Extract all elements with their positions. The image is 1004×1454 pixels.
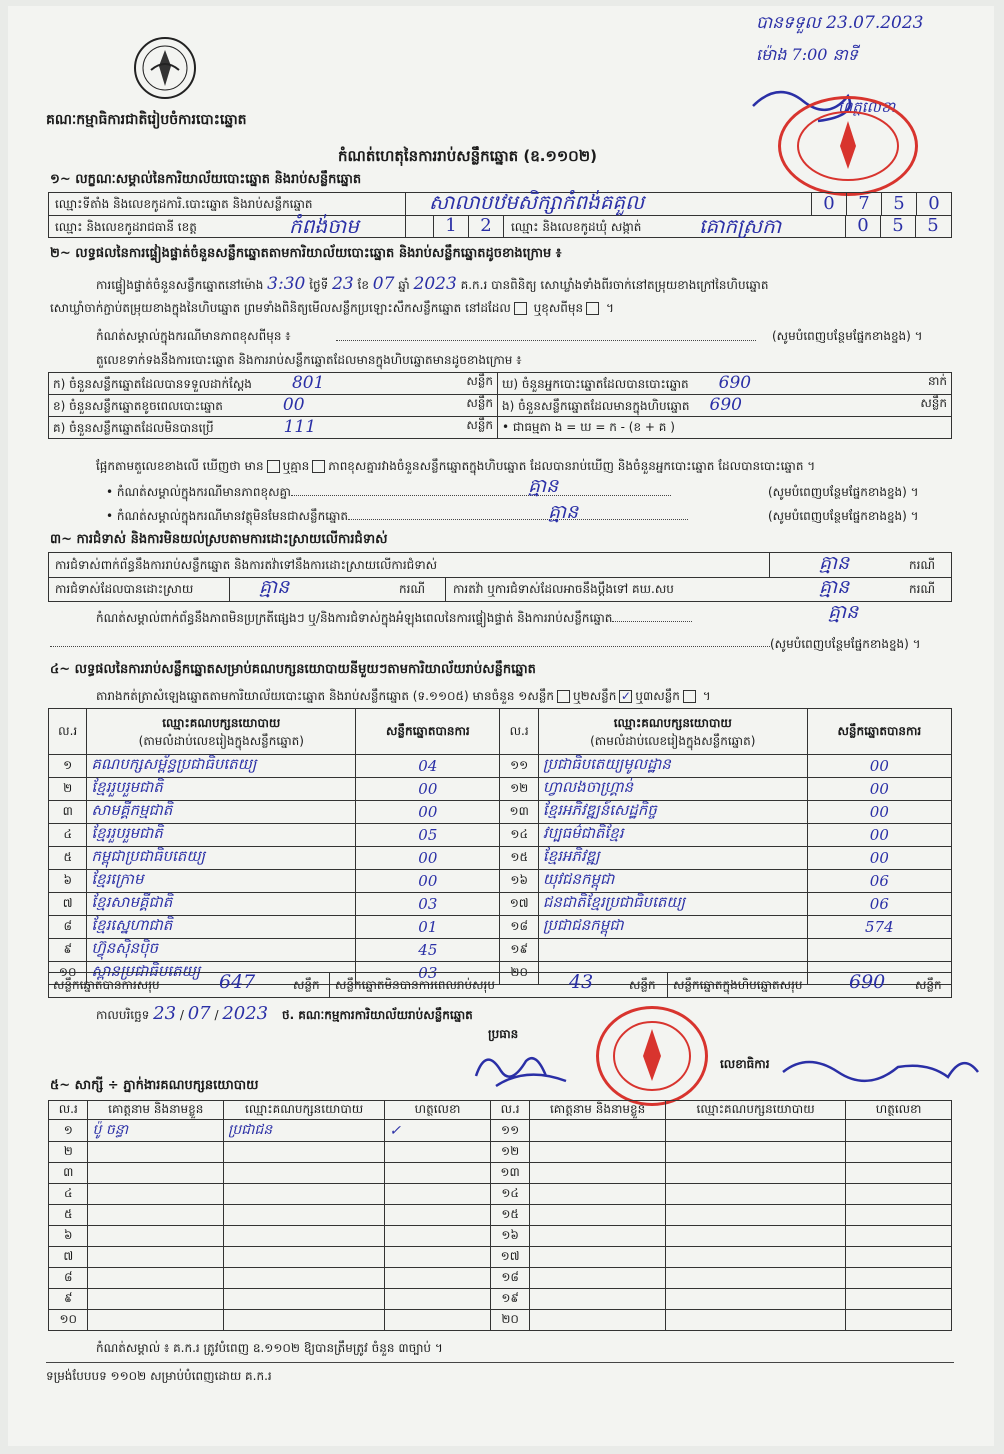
party-votes: 00 [356,847,500,870]
objection-row1-label: ការជំទាស់ពាក់ព័ន្ធនឹងការរាប់សន្លឹកឆ្នោត និងការតវ៉ាទៅនឹងការដោះស្រាយលើការជំទាស់ [55,558,438,572]
party-votes: 00 [807,801,951,824]
verify-month: 07 [372,274,395,294]
bullet-objects: • កំណត់សម្គាល់ក្នុងករណីមានវត្ថុមិនមែនជាសន្លឹកឆ្នោត [106,508,688,524]
witness-name [530,1184,666,1205]
same-checkbox[interactable] [514,302,527,315]
witness-no: ៥ [49,1205,88,1226]
party-name: ខ្មែរសាមគ្គីជាតិ [87,893,356,916]
total-valid-value: 647 [219,971,256,993]
witness-party [224,1142,385,1163]
commune-value: គោកស្រកា [699,214,782,238]
witness-name [88,1268,224,1289]
witness-no: ២០ [490,1310,529,1331]
party-no: ១៩ [500,939,538,962]
section1-title: ១~ លក្ខណៈសម្គាល់នៃការិយាល័យបោះឆ្នោត និងរាប់សន្លឹកឆ្នោត [50,172,362,187]
witness-row [49,1205,952,1226]
witness-no: ៧ [49,1247,88,1268]
witness-signature [846,1289,952,1310]
party-no: ៧ [49,893,87,916]
party-no: ៣ [49,801,87,824]
witness-name [530,1247,666,1268]
witness-table: ល.រ គោត្តនាម និងនាមខ្លួន ឈ្មោះគណបក្សនយោបាយ ហត្ថលេខា ល.រ គោត្តនាម និងនាមខ្លួន ឈ្មោះគណបក្សនយោបាយ ហត្ថលេខា ១ ប៉ូ ចន្ធា ប្រជាជន ✓ ១១ ២ ១២ ៣ ១៣ ៤ ១៤ ៥ ១៥ ៦ ១៦ ៧ ១៧ ៨ ១៨ ៩ ១៩ ១០ ២០ [48,1100,952,1331]
resolved-unit: ករណី [399,582,426,596]
witness-row [49,1163,952,1184]
party-votes: 00 [356,870,500,893]
witness-name [530,1142,666,1163]
witness-party [665,1120,845,1142]
party-name: យុវជនកម្ពុជា [538,870,807,893]
party-votes: 00 [356,801,500,824]
ballot-count-record-form [8,6,994,1446]
party-name: ហ្វាលងចាហ្គ្រាន់ [538,778,807,801]
appeal-unit: ករណី [909,582,936,596]
witness-party [665,1142,845,1163]
witness-no: ១៦ [490,1226,529,1247]
party-row [49,755,952,778]
party-votes: 03 [356,893,500,916]
total-valid-label: សន្លឹកឆ្នោតបានការសរុប [53,978,160,992]
witness-no: ១៥ [490,1205,529,1226]
section3-title: ៣~ ការជំទាស់ និងការមិនយល់ស្របតាមការដោះស្រាយលើការជំទាស់ [50,532,388,547]
witness-no: ១៧ [490,1247,529,1268]
bullet-objects-value: គ្មាន [548,501,579,523]
witness-party [665,1184,845,1205]
section1-table [48,192,952,238]
official-stamp-top [778,96,918,196]
ballots-in-box-value: 690 [709,395,742,415]
witness-name [88,1163,224,1184]
party-no: ១ [49,755,87,778]
fill-hint-1: (សូមបំពេញបន្ថែមផ្នែកខាងខ្នង) ។ [768,485,919,499]
verify-year: 2023 [413,274,457,294]
party-name: ប្រជាជនកម្ពុជា [538,916,807,939]
party-name: ខ្មែររួបរួមជាតិ [87,824,356,847]
form-title: កំណត់ហេតុនៃការរាប់សន្លឹកឆ្នោត (ឧ.១១០២) [338,147,598,165]
party-no: ១១ [500,755,538,778]
witness-party [224,1226,385,1247]
date-day: 23 [153,1003,177,1024]
party-name: វប្បធម៌ជាតិខ្មែរ [538,824,807,847]
witness-party: ប្រជាជន [224,1120,385,1142]
witness-row [49,1120,952,1142]
witness-no: ៦ [49,1226,88,1247]
party-no: ៨ [49,916,87,939]
witness-party [665,1226,845,1247]
party-name: ប្រជាធិបតេយ្យមូលដ្ឋាន [538,755,807,778]
party-votes: 05 [356,824,500,847]
party-votes: 00 [807,824,951,847]
party-votes: 06 [807,870,951,893]
party-row [49,870,952,893]
witness-party [224,1268,385,1289]
party-votes: 03 [356,962,500,985]
witness-row [49,1226,952,1247]
received-date-note: បានទទួល 23.07.2023 [756,13,924,33]
witness-party [224,1163,385,1184]
objections-table [48,552,952,602]
appeal-value: គ្មាន [819,576,850,598]
witness-name [88,1310,224,1331]
witness-party [224,1310,385,1331]
one-sheet-checkbox[interactable] [557,690,570,703]
witness-no: ២ [49,1142,88,1163]
party-no: ២ [49,778,87,801]
bullet-difference-value: គ្មាន [528,475,559,497]
total-invalid-label: សន្លឹកឆ្នោតមិនបានការពេលរាប់សរុប [335,978,495,992]
received-time-note: ម៉ោង 7:00 នាទី [756,45,858,64]
party-no: ១៨ [500,916,538,939]
total-valid-unit: សន្លឹក [293,978,320,992]
section4-title: ៤~ លទ្ធផលនៃការរាប់សន្លឹកឆ្នោតសម្រាប់គណបក្សនយោបាយនីមួយៗតាមការិយាល័យរាប់សន្លឹកឆ្នោត [50,662,536,677]
witness-no: ១២ [490,1142,529,1163]
witness-no: ១៩ [490,1289,529,1310]
party-no: ៤ [49,824,87,847]
witness-party [665,1268,845,1289]
total-box-unit: សន្លឹក [915,978,942,992]
witness-no: ១៨ [490,1268,529,1289]
witness-name [88,1226,224,1247]
witness-signature [385,1310,491,1331]
appeal-label: ការតវ៉ា ឬការជំទាស់ដែលអាចនឹងប្តឹងទៅ គឃ.សប [453,582,674,596]
witness-party [224,1205,385,1226]
fill-hint-2: (សូមបំពេញបន្ថែមផ្នែកខាងខ្នង) ។ [768,509,919,523]
secretary-signature [778,1042,988,1092]
party-name: ខ្មែរស្នេហាជាតិ [87,916,356,939]
witness-no: ៤ [49,1184,88,1205]
party-no: ១៣ [500,801,538,824]
witness-name [530,1226,666,1247]
no-difference-checkbox[interactable] [312,460,325,473]
party-name: ខ្មែរអភិវឌ្ឍន៍សេដ្ឋកិច្ច [538,801,807,824]
witness-party [665,1163,845,1184]
party-votes: 45 [356,939,500,962]
unused-ballots-value: 111 [283,417,317,437]
party-row [49,847,952,870]
witness-signature [846,1268,952,1289]
party-name: សាមគ្គីកម្មជាតិ [87,801,356,824]
date-year: 2023 [222,1003,269,1024]
party-name: ខ្មែររួបរួមជាតិ [87,778,356,801]
witness-name [88,1142,224,1163]
province-value: កំពង់ចាម [289,214,359,238]
section5-title: ៥~ សាក្សី ÷ ភ្នាក់ងារគណបក្សនយោបាយ [50,1078,259,1093]
verify-time: 3:30 [267,274,306,294]
party-no: ១៥ [500,847,538,870]
verify-line1: ការផ្ទៀងផ្ទាត់ចំនួនសន្លឹកឆ្នោតនៅម៉ោង 3:30 ថ្ងៃទី 23 ខែ 07 ឆ្នាំ 2023 គ.ក.រ បានពិនិត្យ សោឃ្លាំងទាំងពីរចាក់នៅតម្រុយខាងក្រៅនៃហិបឆ្នោត [96,274,769,294]
witness-signature [846,1163,952,1184]
witness-no: ៣ [49,1163,88,1184]
witness-no: ១១ [490,1120,529,1142]
figures-intro: តួលេខទាក់ទងនឹងការបោះឆ្នោត និងការរាប់សន្លឹកឆ្នោតដែលមានក្នុងហិបឆ្នោតមានដូចខាងក្រោម ៖ [96,353,522,367]
witness-name [530,1205,666,1226]
party-name: ខ្មែរអភិវឌ្ឍ [538,847,807,870]
party-votes: 04 [356,755,500,778]
date-line: កាលបរិច្ឆេទ 23 / 07 / 2023 ថ. គណៈកម្មការការិយាល័យរាប់សន្លឹកឆ្នោត [96,1003,473,1024]
section2-title: ២~ លទ្ធផលនៃការផ្ទៀងផ្ទាត់ចំនួនសន្លឹកឆ្នោតតាមការិយាល័យបោះឆ្នោត និងរាប់សន្លឹកឆ្នោតដូចខាងក្រោម ៖ [50,246,562,261]
witness-name [530,1310,666,1331]
witness-signature [846,1120,952,1142]
party-no: ១៧ [500,893,538,916]
verify-line2: សោឃ្លាំចាក់ភ្ជាប់តម្រុយខាងក្នុងនៃហិបឆ្នោត ព្រមទាំងពិនិត្យមើលសន្លឹកប្រឡោះសឹកសន្លឹកឆ្នោត នៅដដែល ឬខុសពីមុន ។ [50,301,614,315]
witness-signature [846,1142,952,1163]
witness-no: ៨ [49,1268,88,1289]
received-signed-note: ហត្ថលេខា [838,98,896,116]
party-name [538,939,807,962]
witness-row [49,1247,952,1268]
party-no: ៦ [49,870,87,893]
witness-row [49,1184,952,1205]
party-name: ជនជាតិខ្មែរប្រជាធិបតេយ្យ [538,893,807,916]
resolved-value: គ្មាន [259,576,290,598]
polling-station-value: សាលាបឋមសិក្សាកំពង់គគួល [429,190,645,214]
province-code: 1 2 [433,215,504,237]
commune-label: ឈ្មោះ និងលេខកូដឃុំ សង្កាត់ [511,220,642,234]
objection-row1-unit: ករណី [909,558,936,572]
three-sheets-checkbox[interactable] [683,690,696,703]
witness-row [49,1289,952,1310]
party-name: កម្ពុជាប្រជាធិបតេយ្យ [87,847,356,870]
fill-hint-3: (សូមបំពេញបន្ថែមផ្នែកខាងខ្នង) ។ [770,637,921,651]
party-results-table: ល.រ ឈ្មោះគណបក្សនយោបាយ (តាមលំដាប់លេខរៀងក្នុងសន្លឹកឆ្នោត) សន្លឹកឆ្នោតបានការ ល.រ ឈ្មោះគណបក្សនយោបាយ (តាមលំដាប់លេខរៀងក្នុងសន្លឹកឆ្នោត) សន្លឹកឆ្នោតបានការ ១ គណបក្សសម្ព័ន្ធប្រជាធិបតេយ្យ 04 ១១ ប្រជាធិបតេយ្យមូលដ្ឋាន 00 ២ ខ្មែររួបរួមជាតិ 00 ១២ ហ្វាលងចាហ្គ្រាន់ 00 ៣ សាមគ្គីកម្មជាតិ 00 ១៣ ខ្មែរអភិវឌ្ឍន៍សេដ្ឋកិច្ច 00 ៤ ខ្មែររួបរួមជាតិ 05 ១៤ វប្បធម៌ជាតិខ្មែរ 00 ៥ កម្ពុជាប្រជាធិបតេយ្យ 00 ១៥ ខ្មែរអភិវឌ្ឍ 00 ៦ ខ្មែរក្រោម 00 ១៦ យុវជនកម្ពុជា 06 ៧ ខ្មែរសាមគ្គីជាតិ 03 ១៧ ជនជាតិខ្មែរប្រជាធិបតេយ្យ 06 ៨ ខ្មែរស្នេហាជាតិ 01 ១៨ ប្រជាជនកម្ពុជា 574 ៩ ហ៊្វុនស៊ិនប៉ិច 45 ១៩ ១០ ស្ពានប្រជាធិបតេយ្យ 03 ២០ [48,708,952,985]
party-no: ១២ [500,778,538,801]
secretary-label: លេខាធិការ [720,1057,770,1071]
org-name: គណៈកម្មាធិការជាតិរៀបចំការបោះឆ្នោត [46,112,247,128]
commune-code: 0 5 5 [845,215,950,237]
witness-signature [385,1163,491,1184]
party-row [49,939,952,962]
resolved-label: ការជំទាស់ដែលបានដោះស្រាយ [55,582,194,596]
witness-row [49,1310,952,1331]
received-ballots-value: 801 [291,373,325,393]
party-name: ហ៊្វុនស៊ិនប៉ិច [87,939,356,962]
verify-day: 23 [332,274,354,294]
witness-signature [846,1205,952,1226]
official-stamp-bottom [596,1006,708,1106]
witness-signature [385,1226,491,1247]
witness-signature [846,1226,952,1247]
total-invalid-value: 43 [569,971,594,993]
witness-signature: ✓ [385,1120,491,1142]
spoiled-ballots-value: 00 [282,395,305,415]
total-box-value: 690 [849,971,886,993]
witness-party [224,1289,385,1310]
party-no: ៩ [49,939,87,962]
witness-name [88,1289,224,1310]
witness-name [530,1289,666,1310]
party-row [49,778,952,801]
witness-party [665,1205,845,1226]
form-code: ទម្រង់បែបបទ ១១០២ សម្រាប់បំពេញដោយ គ.ក.រ [46,1369,272,1383]
two-sheets-checkbox[interactable]: ✓ [620,689,631,703]
party-no: ១០ [49,962,87,985]
total-box-label: សន្លឹកឆ្នោតក្នុងហិបឆ្នោតសរុប [673,978,803,992]
has-difference-checkbox[interactable] [267,460,280,473]
party-votes: 01 [356,916,500,939]
party-no: ១៤ [500,824,538,847]
tally-sheet-line: តារាងកត់ត្រាសំឡេងឆ្នោតតាមការិយាល័យបោះឆ្នោត និងរាប់សន្លឹកឆ្នោត (ទ.១១០៥) មានចំនួន ១សន្លឹក ឬ២សន្លឹក ✓ ឬ៣សន្លឹក ។ [96,689,711,703]
party-votes: 06 [807,893,951,916]
party-no: ៥ [49,847,87,870]
witness-row [49,1268,952,1289]
province-label: ឈ្មោះ និងលេខកូដរាជធានី ខេត្ត [55,220,197,234]
party-votes: 574 [807,916,951,939]
witness-signature [385,1247,491,1268]
witness-name [530,1163,666,1184]
party-row [49,801,952,824]
difference-note-line: កំណត់សម្គាល់ក្នុងករណីមានភាពខុសពីមុន ៖ (សូមបំពេញបន្ថែមផ្នែកខាងខ្នង) ។ [96,329,923,343]
witness-name [88,1184,224,1205]
witness-no: ១៤ [490,1184,529,1205]
party-votes: 00 [807,847,951,870]
party-votes [807,939,951,962]
party-no: ២០ [500,962,538,985]
witness-signature [846,1310,952,1331]
bullet-difference: • កំណត់សម្គាល់ក្នុងករណីមានភាពខុសគ្នា [106,484,671,500]
witness-row [49,1142,952,1163]
polling-station-code: 0 7 5 0 [811,193,951,215]
chair-label: ប្រធាន [488,1027,519,1041]
witness-signature [385,1268,491,1289]
witness-name [530,1268,666,1289]
witness-no: ៩ [49,1289,88,1310]
witness-name [530,1120,666,1142]
witness-signature [385,1205,491,1226]
party-name: ខ្មែរក្រោម [87,870,356,893]
witness-party [224,1184,385,1205]
footer-note: កំណត់សម្គាល់ ៖ គ.ក.រ ត្រូវបំពេញ ឧ.១១០២ ឱ្យបានត្រឹមត្រូវ ចំនួន ៣ច្បាប់ ។ [96,1341,443,1355]
witness-name: ប៉ូ ចន្ធា [88,1120,224,1142]
witness-signature [385,1142,491,1163]
party-name: ស្ពានប្រជាធិបតេយ្យ [87,962,356,985]
witness-signature [846,1247,952,1268]
total-invalid-unit: សន្លឹក [629,978,656,992]
witness-party [665,1289,845,1310]
irregularity-note: កំណត់សម្គាល់ពាក់ព័ន្ធនឹងភាពមិនប្រក្រតីផ្សេងៗ ឬ/និងការជំទាស់ក្នុងអំឡុងពេលនៃការផ្ទៀងផ្ទាត់ និងការរាប់សន្លឹកឆ្នោត [96,610,692,626]
party-row [49,916,952,939]
chair-signature [466,1036,586,1096]
witness-name [88,1205,224,1226]
voters-value: 690 [718,373,752,393]
witness-party [665,1310,845,1331]
irregularity-note-value: គ្មាន [828,601,859,623]
comparison-line: ផ្អែកតាមតួលេខខាងលើ ឃើញថា មាន ឬគ្មាន ភាពខុសគ្នារវាងចំនួនសន្លឹកឆ្នោតក្នុងហិបឆ្នោត ដែលបានរាប់ឃើញ និងចំនួនអ្នកបោះឆ្នោត ដែលបានបោះឆ្នោត ។ [96,459,816,473]
different-checkbox[interactable] [586,302,599,315]
witness-party [665,1247,845,1268]
polling-station-label: ឈ្មោះទីតាំង និងលេខកូដការិ.បោះឆ្នោត និងរាប់សន្លឹកឆ្នោត [55,197,313,211]
party-votes: 00 [807,778,951,801]
objection-row1-value: គ្មាន [819,552,850,574]
totals-row [48,972,952,998]
party-row [49,893,952,916]
witness-signature [846,1184,952,1205]
party-name: គណបក្សសម្ព័ន្ធប្រជាធិបតេយ្យ [87,755,356,778]
party-votes: 00 [807,755,951,778]
witness-name [88,1247,224,1268]
witness-no: ១០ [49,1310,88,1331]
date-month: 07 [187,1003,211,1024]
nec-emblem-icon [133,36,197,100]
witness-no: ១ [49,1120,88,1142]
witness-party [224,1247,385,1268]
witness-no: ១៣ [490,1163,529,1184]
party-row [49,824,952,847]
witness-signature [385,1289,491,1310]
witness-signature [385,1184,491,1205]
party-votes: 00 [356,778,500,801]
party-no: ១៦ [500,870,538,893]
figures-table: ក) ចំនួនសន្លឹកឆ្នោតដែលបានទទួលដាក់ស្តែង 801 សន្លឹក ឃ) ចំនួនអ្នកបោះឆ្នោតដែលបានបោះឆ្នោត 690 នាក់ ខ) ចំនួនសន្លឹកឆ្នោតខូចពេលបោះឆ្នោត 00 សន្លឹក ង) ចំនួនសន្លឹកឆ្នោតដែលមានក្នុងហិបឆ្នោត 690 សន្លឹក គ) ចំនួនសន្លឹកឆ្នោតដែលមិនបានប្រើ 111 សន្លឹក • ជាធម្មតា ង = ឃ = ក - (ខ + គ ) [48,372,952,439]
